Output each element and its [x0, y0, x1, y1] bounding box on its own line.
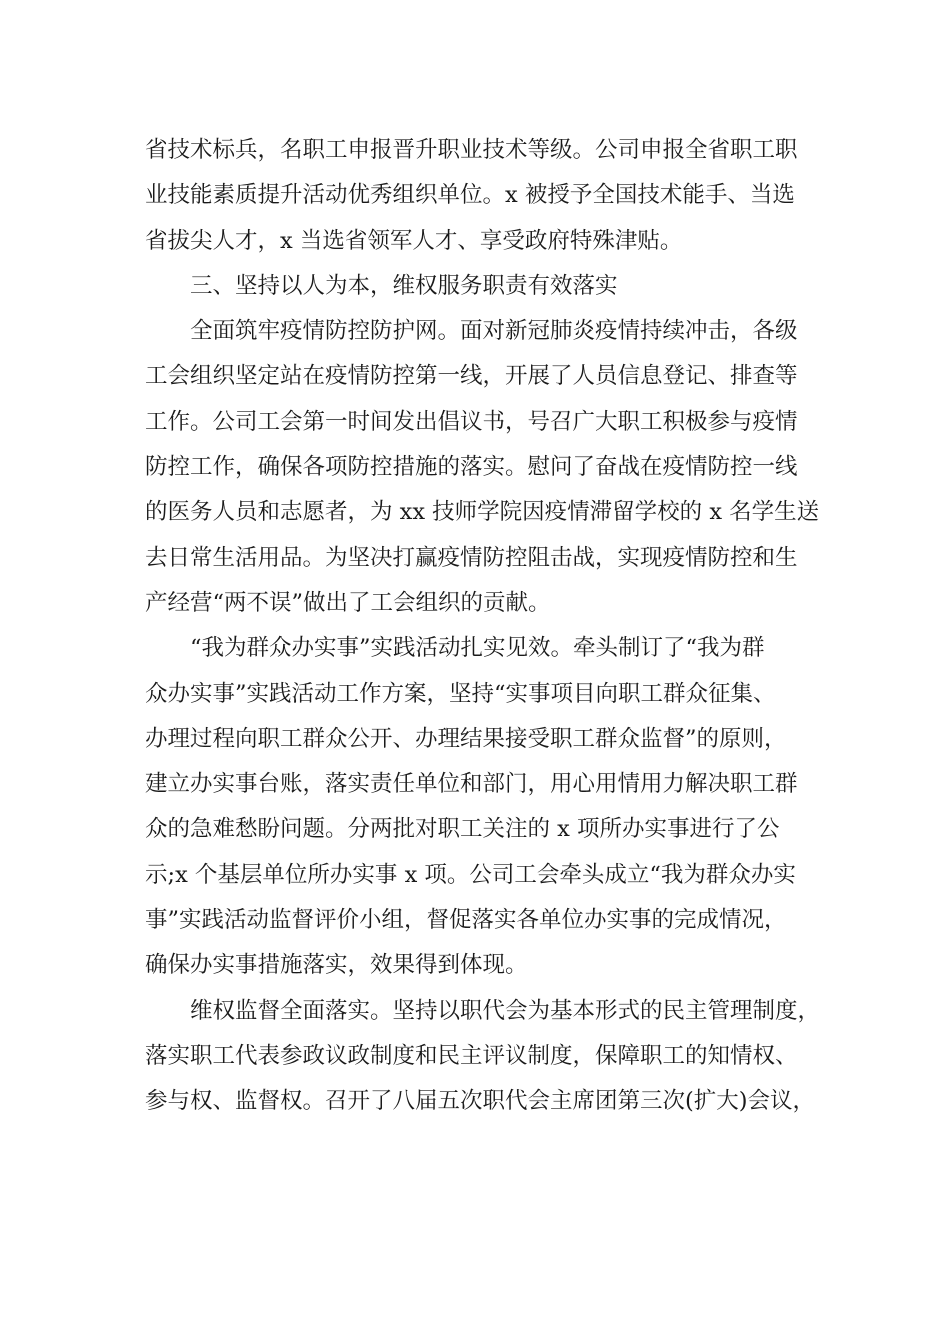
document-body — [145, 128, 825, 1125]
text-line: 示;x 个基层单位所办实事 x 项。公司工会牵头成立“我为群众办实 — [145, 861, 796, 888]
text-line: 防控工作，确保各项防控措施的落实。慰问了奋战在疫情防控一线 — [145, 454, 798, 481]
text-line: 维权监督全面落实。坚持以职代会为基本形式的民主管理制度， — [190, 997, 821, 1024]
text-line: 事”实践活动监督评价小组，督促落实各单位办实事的完成情况， — [145, 907, 787, 934]
text-line: 工会组织坚定站在疫情防控第一线，开展了人员信息登记、排查等 — [145, 363, 798, 390]
text-line: 办理过程向职工群众公开、办理结果接受职工群众监督”的原则， — [145, 725, 787, 752]
text-line: 三、坚持以人为本，维权服务职责有效落实 — [190, 272, 618, 299]
text-line: 全面筑牢疫情防控防护网。面对新冠肺炎疫情持续冲击，各级 — [190, 318, 798, 345]
text-line: 建立办实事台账，落实责任单位和部门，用心用情用力解决职工群 — [145, 771, 798, 798]
text-line: 的医务人员和志愿者，为 xx 技师学院因疫情滞留学校的 x 名学生送 — [145, 499, 820, 526]
text-line: 业技能素质提升活动优秀组织单位。x 被授予全国技术能手、当选 — [145, 182, 795, 209]
text-line: 省技术标兵，名职工申报晋升职业技术等级。公司申报全省职工职 — [145, 137, 798, 163]
text-line: 落实职工代表参政议政制度和民主评议制度，保障职工的知情权、 — [145, 1042, 798, 1069]
text-line: 工作。公司工会第一时间发出倡议书，号召广大职工积极参与疫情 — [145, 408, 798, 435]
text-line: “我为群众办实事”实践活动扎实见效。牵头制订了“我为群 — [190, 635, 765, 662]
text-line: 参与权、监督权。召开了八届五次职代会主席团第三次(扩大)会议， — [145, 1088, 816, 1115]
text-line: 去日常生活用品。为坚决打赢疫情防控阻击战，实现疫情防控和生 — [145, 544, 798, 571]
text-line: 产经营“两不误”做出了工会组织的贡献。 — [145, 589, 551, 616]
text-line: 省拔尖人才，x 当选省领军人才、享受政府特殊津贴。 — [145, 227, 683, 254]
text-line: 众办实事”实践活动工作方案，坚持“实事项目向职工群众征集、 — [145, 680, 776, 707]
text-line: 众的急难愁盼问题。分两批对职工关注的 x 项所办实事进行了公 — [145, 816, 780, 843]
text-line: 确保办实事措施落实，效果得到体现。 — [145, 952, 528, 979]
